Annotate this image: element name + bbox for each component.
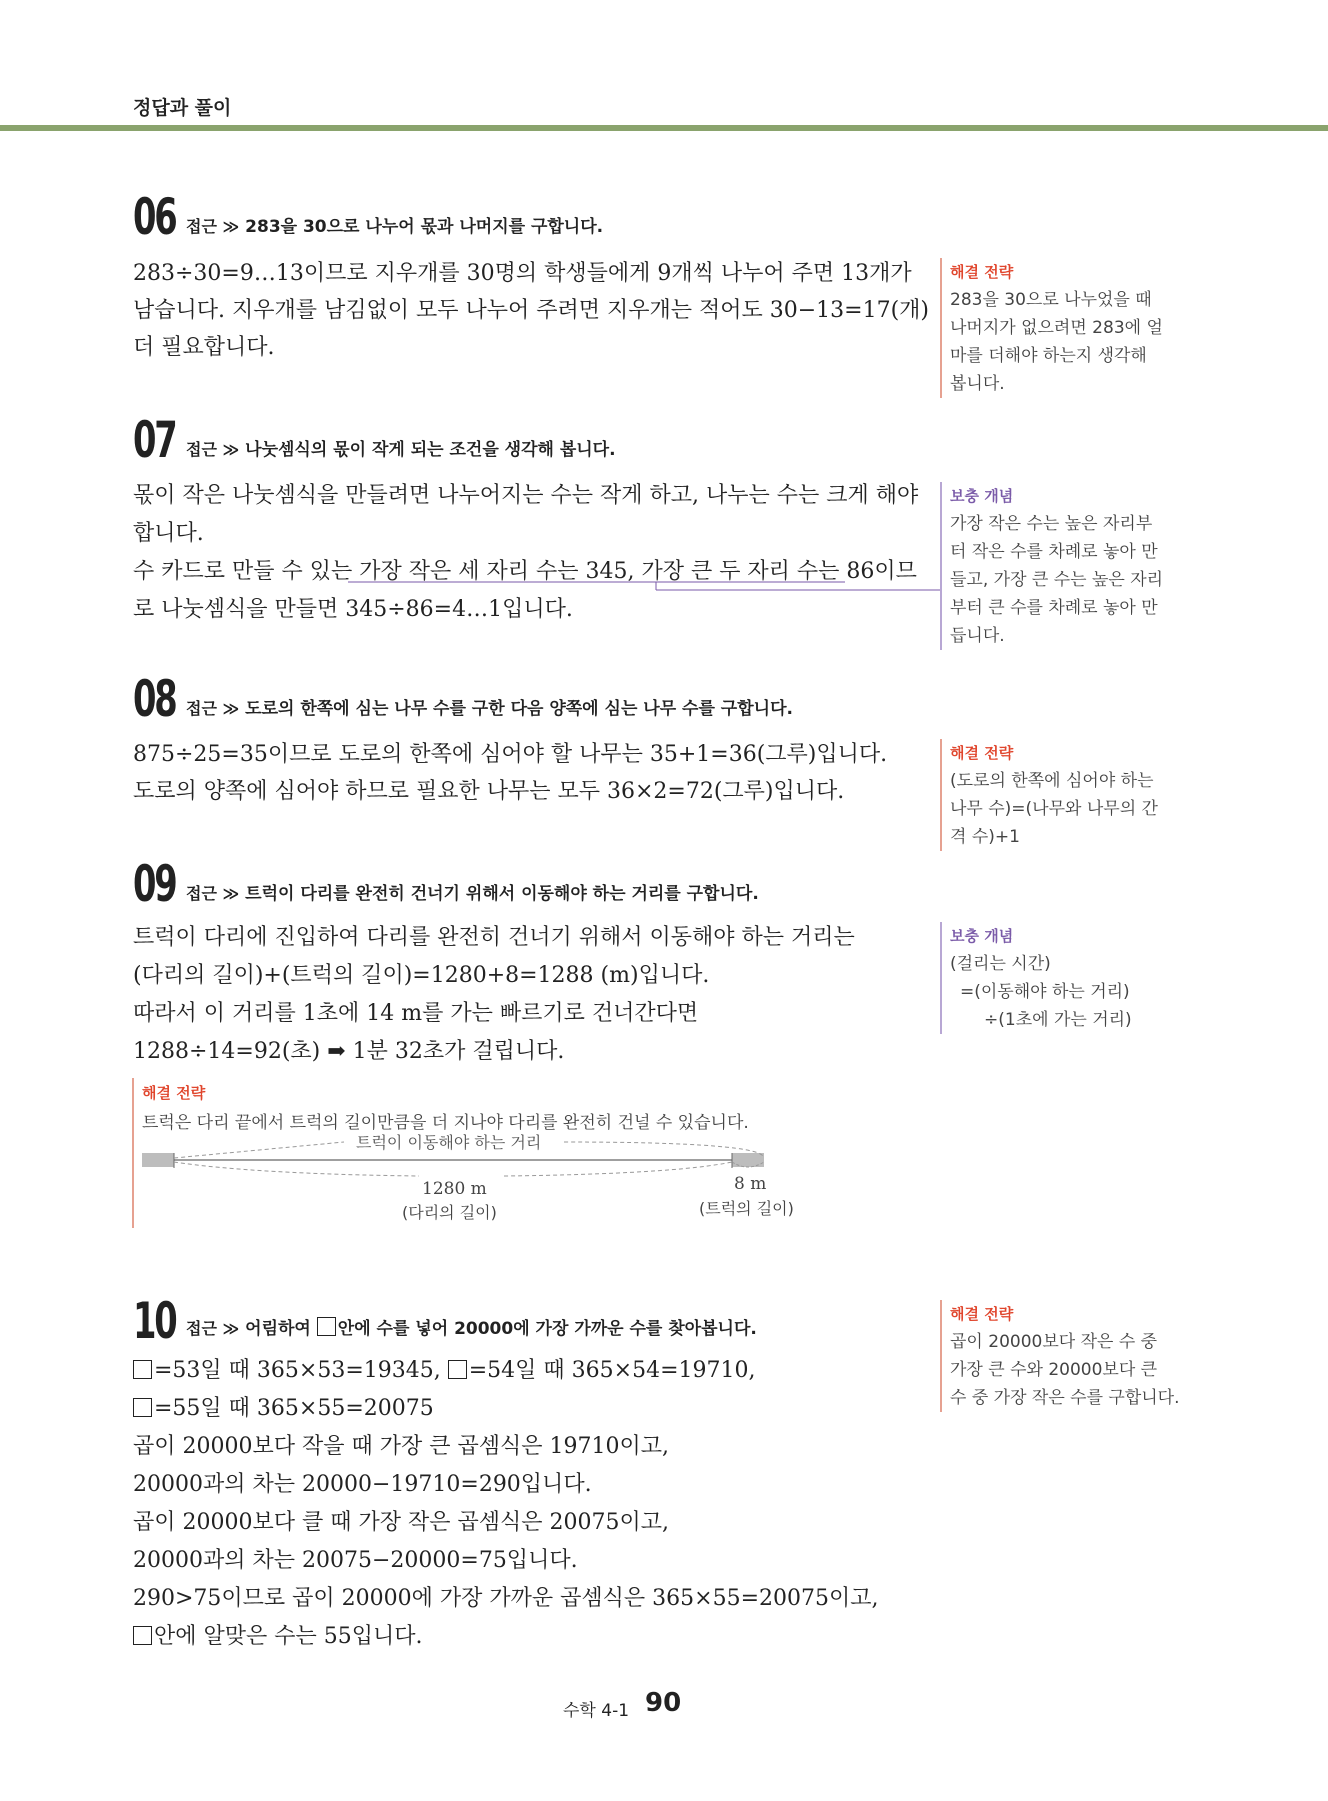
answer-line: [133, 1391, 434, 1422]
answer-line: 로 나눗셈식을 만들면 345÷86=4…1입니다.: [133, 597, 573, 622]
side-note-line: 나머지가 없으려면 283에 얼: [950, 318, 1163, 338]
side-note-tag: 해결 전략: [950, 263, 1014, 281]
answer-line: [133, 1619, 423, 1650]
side-note-line: 터 작은 수를 차례로 놓아 만: [950, 542, 1158, 562]
side-note-tag: 해결 전략: [950, 1305, 1014, 1323]
approach-text: 나눗셈식의 몫이 작게 되는 조건을 생각해 봅니다.: [245, 440, 616, 460]
answer-line: 남습니다. 지우개를 남김없이 모두 나누어 주려면 지우개는 적어도 30−13=17(개): [133, 298, 930, 323]
approach-label: 접근 ≫: [186, 699, 240, 718]
strategy-tag: 해결 전략: [142, 1084, 206, 1102]
answer-line: 따라서 이 거리를 1초에 14 m를 가는 빠르기로 건너간다면: [133, 1001, 699, 1026]
side-note-09: [940, 922, 1195, 1034]
approach-label: 접근 ≫: [186, 440, 240, 459]
answer-text: =55일 때 365×55=20075: [154, 1396, 434, 1421]
blank-box-icon: [133, 1360, 152, 1379]
side-note-line: 격 수)+1: [950, 827, 1020, 847]
side-note-line: 부터 큰 수를 차례로 놓아 만: [950, 598, 1158, 618]
answer-line: 더 필요합니다.: [133, 335, 275, 360]
answer-line: [133, 1353, 756, 1384]
answer-line: (다리의 길이)+(트럭의 길이)=1280+8=1288 (m)입니다.: [133, 963, 710, 988]
side-note-line: =(이동해야 하는 거리): [960, 982, 1130, 1002]
truck-start: [142, 1153, 174, 1167]
side-note-tag: 보충 개념: [950, 927, 1014, 945]
answer-line: 20000과의 차는 20000−19710=290입니다.: [133, 1472, 592, 1497]
answer-line: 곱이 20000보다 클 때 가장 작은 곱셈식은 20075이고,: [133, 1510, 669, 1535]
diagram-bridge-caption: (다리의 길이): [402, 1203, 497, 1222]
side-note-line: 봅니다.: [950, 374, 1005, 394]
blank-box-icon: [133, 1626, 152, 1645]
side-note-line: ÷(1초에 가는 거리): [984, 1010, 1132, 1030]
answer-line: 합니다.: [133, 521, 204, 546]
blank-box-icon: [133, 1398, 152, 1417]
question-number-08: 08: [133, 670, 176, 728]
question-number-10: 10: [133, 1292, 176, 1350]
diagram-bridge-length: 1280 m: [422, 1179, 487, 1199]
side-note-line: (걸리는 시간): [950, 954, 1051, 974]
approach-06: [186, 212, 603, 237]
answer-line: 몫이 작은 나눗셈식을 만들려면 나누어지는 수는 작게 하고, 나누는 수는 크게 해야: [133, 483, 919, 508]
approach-text: 어림하여: [245, 1319, 311, 1339]
approach-label: 접근 ≫: [186, 217, 240, 236]
page-header-title: 정답과 풀이: [133, 97, 232, 119]
answer-line: 290>75이므로 곱이 20000에 가장 가까운 곱셈식은 365×55=20075이고,: [133, 1586, 879, 1611]
answer-line: 1288÷14=92(초) ➡ 1분 32초가 걸립니다.: [133, 1039, 565, 1064]
approach-07: [186, 435, 616, 460]
answer-text: 안에 알맞은 수는 55입니다.: [154, 1624, 423, 1649]
side-note-line: 가장 큰 수와 20000보다 큰: [950, 1360, 1158, 1380]
side-note-line: 283을 30으로 나누었을 때: [950, 290, 1152, 310]
approach-09: [186, 879, 759, 904]
side-note-line: 수 중 가장 작은 수를 구합니다.: [950, 1388, 1180, 1408]
approach-text: 도로의 한쪽에 심는 나무 수를 구한 다음 양쪽에 심는 나무 수를 구합니다.: [245, 699, 793, 719]
question-number-07: 07: [133, 411, 176, 469]
diagram-truck-caption: (트럭의 길이): [699, 1199, 794, 1218]
answer-line: 트럭이 다리에 진입하여 다리를 완전히 건너기 위해서 이동해야 하는 거리는: [133, 925, 855, 950]
header-rule: [0, 125, 1328, 131]
blank-box-icon: [448, 1360, 467, 1379]
side-note-line: 듭니다.: [950, 626, 1005, 646]
diagram-top-label: 트럭이 이동해야 하는 거리: [356, 1133, 542, 1152]
approach-label: 접근 ≫: [186, 884, 240, 903]
side-note-line: 마를 더해야 하는지 생각해: [950, 346, 1147, 366]
question-number-09: 09: [133, 855, 176, 913]
approach-08: [186, 694, 793, 719]
answer-line: 곱이 20000보다 작을 때 가장 큰 곱셈식은 19710이고,: [133, 1434, 669, 1459]
approach-text: 안에 수를 넣어 20000에 가장 가까운 수를 찾아봅니다.: [337, 1319, 757, 1339]
strategy-box-09: [132, 1078, 834, 1228]
side-note-07: [940, 482, 1195, 650]
answer-line: 수 카드로 만들 수 있는 가장 작은 세 자리 수는 345, 가장 큰 두 자리 수는 86이므: [133, 559, 917, 584]
approach-label: 접근 ≫: [186, 1319, 240, 1338]
answer-line: 875÷25=35이므로 도로의 한쪽에 심어야 할 나무는 35+1=36(그루)입니다.: [133, 742, 888, 767]
side-note-08: [940, 739, 1195, 851]
side-note-line: 들고, 가장 큰 수는 높은 자리: [950, 570, 1164, 590]
blank-box-icon: [317, 1317, 336, 1336]
side-note-10: [940, 1300, 1195, 1412]
side-note-tag: 해결 전략: [950, 744, 1014, 762]
side-note-line: 가장 작은 수는 높은 자리부: [950, 514, 1153, 534]
footer-subject: 수학 4-1: [563, 1701, 630, 1721]
approach-10: [186, 1314, 757, 1339]
page-number: 90: [645, 1688, 682, 1718]
answer-text: =54일 때 365×54=19710,: [468, 1358, 756, 1383]
side-note-line: (도로의 한쪽에 심어야 하는: [950, 771, 1154, 791]
diagram-truck-length: 8 m: [734, 1174, 767, 1194]
answer-text: =53일 때 365×53=19345,: [154, 1358, 441, 1383]
answer-line: 283÷30=9…13이므로 지우개를 30명의 학생들에게 9개씩 나누어 주면 13개가: [133, 261, 912, 286]
approach-text: 트럭이 다리를 완전히 건너기 위해서 이동해야 하는 거리를 구합니다.: [245, 884, 759, 904]
answer-line: 20000과의 차는 20075−20000=75입니다.: [133, 1548, 578, 1573]
approach-text: 283을 30으로 나누어 몫과 나머지를 구합니다.: [245, 217, 604, 237]
side-note-line: 나무 수)=(나무와 나무의 간: [950, 799, 1158, 819]
question-number-06: 06: [133, 188, 176, 246]
connector-line: [340, 575, 940, 595]
strategy-text: 트럭은 다리 끝에서 트럭의 길이만큼을 더 지나야 다리를 완전히 건널 수 있습니다.: [142, 1113, 749, 1133]
side-note-line: 곱이 20000보다 작은 수 중: [950, 1332, 1158, 1352]
answer-line: 도로의 양쪽에 심어야 하므로 필요한 나무는 모두 36×2=72(그루)입니다.: [133, 779, 845, 804]
side-note-tag: 보충 개념: [950, 487, 1014, 505]
side-note-06: [940, 258, 1195, 398]
